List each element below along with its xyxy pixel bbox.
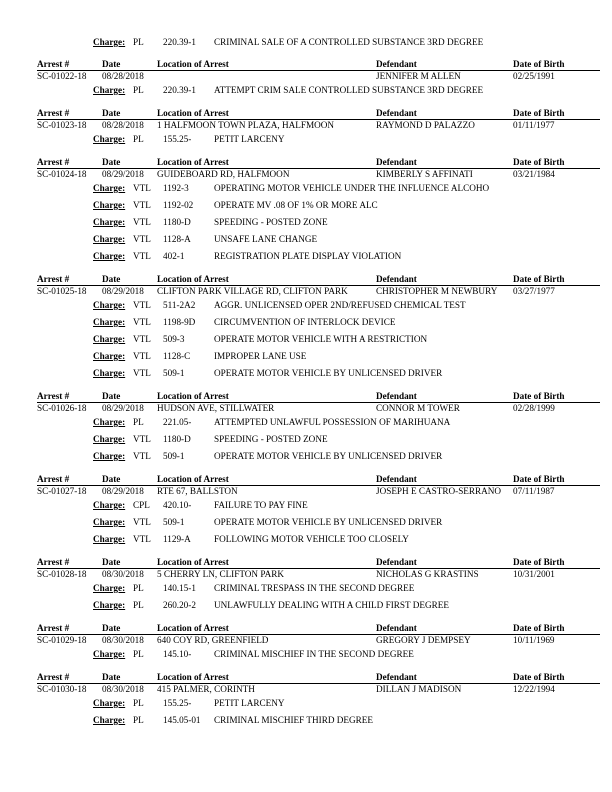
charge-label: Charge:	[93, 351, 126, 361]
charge-type: PL	[133, 583, 144, 593]
charge-type: PL	[133, 600, 144, 610]
arrest-date: 08/28/2018	[102, 71, 144, 81]
header-defendant: Defendant	[376, 557, 417, 567]
defendant-name: JOSEPH E CASTRO-SERRANO	[376, 486, 502, 496]
arrest-date: 08/29/2018	[102, 486, 144, 496]
charge-code: 511-2A2	[163, 300, 196, 310]
charge-type: VTL	[133, 534, 151, 544]
charge-code: 260.20-2	[163, 600, 196, 610]
header-location: Location of Arrest	[157, 474, 229, 484]
charge-label: Charge:	[93, 500, 126, 510]
header-defendant: Defendant	[376, 672, 417, 682]
defendant-name: CHRISTOPHER M NEWBURY	[376, 286, 498, 296]
header-date-of-birth: Date of Birth	[513, 157, 565, 167]
header-date: Date	[102, 157, 121, 167]
charge-label: Charge:	[93, 368, 126, 378]
arrest-location: 5 CHERRY LN, CLIFTON PARK	[157, 569, 285, 579]
charge-label: Charge:	[93, 317, 126, 327]
header-arrest: Arrest #	[37, 157, 70, 167]
charge-description: FAILURE TO PAY FINE	[214, 500, 308, 510]
charge-type: PL	[133, 85, 144, 95]
arrest-date: 08/29/2018	[102, 286, 144, 296]
charge-code: 1129-A	[163, 534, 191, 544]
date-of-birth: 10/31/2001	[513, 569, 555, 579]
charge-type: VTL	[133, 317, 151, 327]
charge-code: 509-1	[163, 368, 185, 378]
charge-label: Charge:	[93, 600, 126, 610]
charge-description: OPERATE MOTOR VEHICLE BY UNLICENSED DRIVER	[214, 451, 443, 461]
charge-type: VTL	[133, 334, 151, 344]
charge-label: Charge:	[93, 583, 126, 593]
header-arrest: Arrest #	[37, 108, 70, 118]
charge-label: Charge:	[93, 134, 126, 144]
charge-description: OPERATE MOTOR VEHICLE BY UNLICENSED DRIVER	[214, 368, 443, 378]
arrest-date: 08/29/2018	[102, 169, 144, 179]
charge-type: VTL	[133, 217, 151, 227]
header-date-of-birth: Date of Birth	[513, 557, 565, 567]
arrest-location: 415 PALMER, CORINTH	[157, 684, 255, 694]
header-date: Date	[102, 59, 121, 69]
charge-label: Charge:	[93, 183, 126, 193]
header-location: Location of Arrest	[157, 672, 229, 682]
header-date-of-birth: Date of Birth	[513, 474, 565, 484]
header-date-of-birth: Date of Birth	[513, 391, 565, 401]
charge-description: IMPROPER LANE USE	[214, 351, 307, 361]
header-date: Date	[102, 623, 121, 633]
arrest-number: SC-01028-18	[37, 569, 87, 579]
charge-type: PL	[133, 134, 144, 144]
header-date: Date	[102, 391, 121, 401]
date-of-birth: 02/28/1999	[513, 403, 555, 413]
date-of-birth: 02/25/1991	[513, 71, 555, 81]
header-date: Date	[102, 672, 121, 682]
charge-label: Charge:	[93, 37, 126, 47]
charge-type: VTL	[133, 200, 151, 210]
header-arrest: Arrest #	[37, 623, 70, 633]
charge-label: Charge:	[93, 417, 126, 427]
defendant-name: JENNIFER M ALLEN	[376, 71, 461, 81]
charge-code: 1128-C	[163, 351, 191, 361]
charge-type: VTL	[133, 351, 151, 361]
arrest-location: CLIFTON PARK VILLAGE RD, CLIFTON PARK	[157, 286, 348, 296]
header-date: Date	[102, 108, 121, 118]
header-arrest: Arrest #	[37, 474, 70, 484]
header-defendant: Defendant	[376, 157, 417, 167]
charge-label: Charge:	[93, 517, 126, 527]
charge-code: 155.25-	[163, 698, 192, 708]
arrest-number: SC-01027-18	[37, 486, 87, 496]
date-of-birth: 07/11/1987	[513, 486, 555, 496]
charge-type: VTL	[133, 451, 151, 461]
charge-code: 140.15-1	[163, 583, 196, 593]
charge-label: Charge:	[93, 434, 126, 444]
arrest-number: SC-01029-18	[37, 635, 87, 645]
charge-code: 155.25-	[163, 134, 192, 144]
charge-description: OPERATE MOTOR VEHICLE BY UNLICENSED DRIVER	[214, 517, 443, 527]
defendant-name: DILLAN J MADISON	[376, 684, 462, 694]
defendant-name: RAYMOND D PALAZZO	[376, 120, 475, 130]
arrest-location: GUIDEBOARD RD, HALFMOON	[157, 169, 290, 179]
charge-type: VTL	[133, 517, 151, 527]
date-of-birth: 10/11/1969	[513, 635, 555, 645]
charge-description: AGGR. UNLICENSED OPER 2ND/REFUSED CHEMICAL TEST	[214, 300, 466, 310]
date-of-birth: 03/27/1977	[513, 286, 555, 296]
arrest-number: SC-01024-18	[37, 169, 87, 179]
charge-description: CRIMINAL TRESPASS IN THE SECOND DEGREE	[214, 583, 415, 593]
header-date-of-birth: Date of Birth	[513, 623, 565, 633]
charge-description: UNLAWFULLY DEALING WITH A CHILD FIRST DEGREE	[214, 600, 449, 610]
header-date-of-birth: Date of Birth	[513, 59, 565, 69]
charge-description: ATTEMPTED UNLAWFUL POSSESSION OF MARIHUANA	[214, 417, 451, 427]
header-date-of-birth: Date of Birth	[513, 108, 565, 118]
header-location: Location of Arrest	[157, 157, 229, 167]
charge-code: 509-1	[163, 451, 185, 461]
charge-type: VTL	[133, 434, 151, 444]
charge-code: 509-1	[163, 517, 185, 527]
header-arrest: Arrest #	[37, 557, 70, 567]
arrest-number: SC-01022-18	[37, 71, 87, 81]
arrest-location: 1 HALFMOON TOWN PLAZA, HALFMOON	[157, 120, 335, 130]
header-location: Location of Arrest	[157, 623, 229, 633]
header-location: Location of Arrest	[157, 391, 229, 401]
arrest-location: RTE 67, BALLSTON	[157, 486, 238, 496]
arrest-date: 08/28/2018	[102, 120, 144, 130]
charge-code: 1192-02	[163, 200, 194, 210]
charge-label: Charge:	[93, 85, 126, 95]
arrest-location: 640 COY RD, GREENFIELD	[157, 635, 269, 645]
charge-type: PL	[133, 417, 144, 427]
charge-code: 1128-A	[163, 234, 191, 244]
charge-code: 145.05-01	[163, 715, 201, 725]
arrest-date: 08/30/2018	[102, 684, 144, 694]
arrest-number: SC-01030-18	[37, 684, 87, 694]
charge-description: CRIMINAL SALE OF A CONTROLLED SUBSTANCE 3RD DEGREE	[214, 37, 484, 47]
defendant-name: KIMBERLY S AFFINATI	[376, 169, 473, 179]
charge-code: 220.39-1	[163, 85, 196, 95]
charge-code: 1180-D	[163, 217, 191, 227]
arrest-date: 08/29/2018	[102, 403, 144, 413]
charge-label: Charge:	[93, 715, 126, 725]
charge-description: FOLLOWING MOTOR VEHICLE TOO CLOSELY	[214, 534, 409, 544]
charge-description: OPERATE MOTOR VEHICLE WITH A RESTRICTION	[214, 334, 428, 344]
charge-code: 145.10-	[163, 649, 192, 659]
charge-code: 221.05-	[163, 417, 192, 427]
charge-label: Charge:	[93, 649, 126, 659]
date-of-birth: 01/11/1977	[513, 120, 555, 130]
charge-label: Charge:	[93, 217, 126, 227]
header-date-of-birth: Date of Birth	[513, 672, 565, 682]
header-date: Date	[102, 274, 121, 284]
charge-description: UNSAFE LANE CHANGE	[214, 234, 318, 244]
charge-code: 402-1	[163, 251, 185, 261]
charge-description: ATTEMPT CRIM SALE CONTROLLED SUBSTANCE 3RD DEGREE	[214, 85, 484, 95]
charge-type: VTL	[133, 300, 151, 310]
header-date: Date	[102, 557, 121, 567]
arrest-date: 08/30/2018	[102, 569, 144, 579]
header-defendant: Defendant	[376, 391, 417, 401]
arrest-number: SC-01025-18	[37, 286, 87, 296]
charge-label: Charge:	[93, 451, 126, 461]
charge-code: 509-3	[163, 334, 185, 344]
charge-label: Charge:	[93, 534, 126, 544]
charge-description: CRIMINAL MISCHIEF IN THE SECOND DEGREE	[214, 649, 414, 659]
defendant-name: CONNOR M TOWER	[376, 403, 460, 413]
charge-code: 1198-9D	[163, 317, 196, 327]
header-defendant: Defendant	[376, 59, 417, 69]
charge-label: Charge:	[93, 200, 126, 210]
date-of-birth: 03/21/1984	[513, 169, 555, 179]
charge-description: SPEEDING - POSTED ZONE	[214, 434, 328, 444]
charge-type: CPL	[133, 500, 150, 510]
charge-type: PL	[133, 649, 144, 659]
charge-label: Charge:	[93, 251, 126, 261]
date-of-birth: 12/22/1994	[513, 684, 555, 694]
charge-description: REGISTRATION PLATE DISPLAY VIOLATION	[214, 251, 402, 261]
header-defendant: Defendant	[376, 274, 417, 284]
charge-type: PL	[133, 698, 144, 708]
charge-description: CIRCUMVENTION OF INTERLOCK DEVICE	[214, 317, 396, 327]
charge-code: 220.39-1	[163, 37, 196, 47]
header-defendant: Defendant	[376, 623, 417, 633]
arrest-number: SC-01023-18	[37, 120, 87, 130]
charge-description: OPERATING MOTOR VEHICLE UNDER THE INFLUENCE ALCOHO	[214, 183, 490, 193]
charge-description: PETIT LARCENY	[214, 698, 285, 708]
header-arrest: Arrest #	[37, 672, 70, 682]
header-date: Date	[102, 474, 121, 484]
charge-type: VTL	[133, 368, 151, 378]
charge-type: PL	[133, 37, 144, 47]
header-defendant: Defendant	[376, 474, 417, 484]
arrest-date: 08/30/2018	[102, 635, 144, 645]
charge-type: VTL	[133, 183, 151, 193]
charge-code: 420.10-	[163, 500, 192, 510]
charge-label: Charge:	[93, 334, 126, 344]
header-arrest: Arrest #	[37, 59, 70, 69]
charge-code: 1180-D	[163, 434, 191, 444]
charge-description: CRIMINAL MISCHIEF THIRD DEGREE	[214, 715, 373, 725]
charge-type: PL	[133, 715, 144, 725]
arrest-number: SC-01026-18	[37, 403, 87, 413]
arrest-location: HUDSON AVE, STILLWATER	[157, 403, 275, 413]
charge-label: Charge:	[93, 300, 126, 310]
header-location: Location of Arrest	[157, 59, 229, 69]
charge-type: VTL	[133, 234, 151, 244]
charge-label: Charge:	[93, 698, 126, 708]
header-location: Location of Arrest	[157, 274, 229, 284]
defendant-name: NICHOLAS G KRASTINS	[376, 569, 479, 579]
charge-code: 1192-3	[163, 183, 189, 193]
charge-description: SPEEDING - POSTED ZONE	[214, 217, 328, 227]
header-arrest: Arrest #	[37, 274, 70, 284]
header-arrest: Arrest #	[37, 391, 70, 401]
charge-type: VTL	[133, 251, 151, 261]
defendant-name: GREGORY J DEMPSEY	[376, 635, 471, 645]
charge-description: PETIT LARCENY	[214, 134, 285, 144]
charge-label: Charge:	[93, 234, 126, 244]
header-defendant: Defendant	[376, 108, 417, 118]
header-location: Location of Arrest	[157, 557, 229, 567]
header-date-of-birth: Date of Birth	[513, 274, 565, 284]
charge-description: OPERATE MV .08 OF 1% OR MORE ALC	[214, 200, 378, 210]
header-location: Location of Arrest	[157, 108, 229, 118]
